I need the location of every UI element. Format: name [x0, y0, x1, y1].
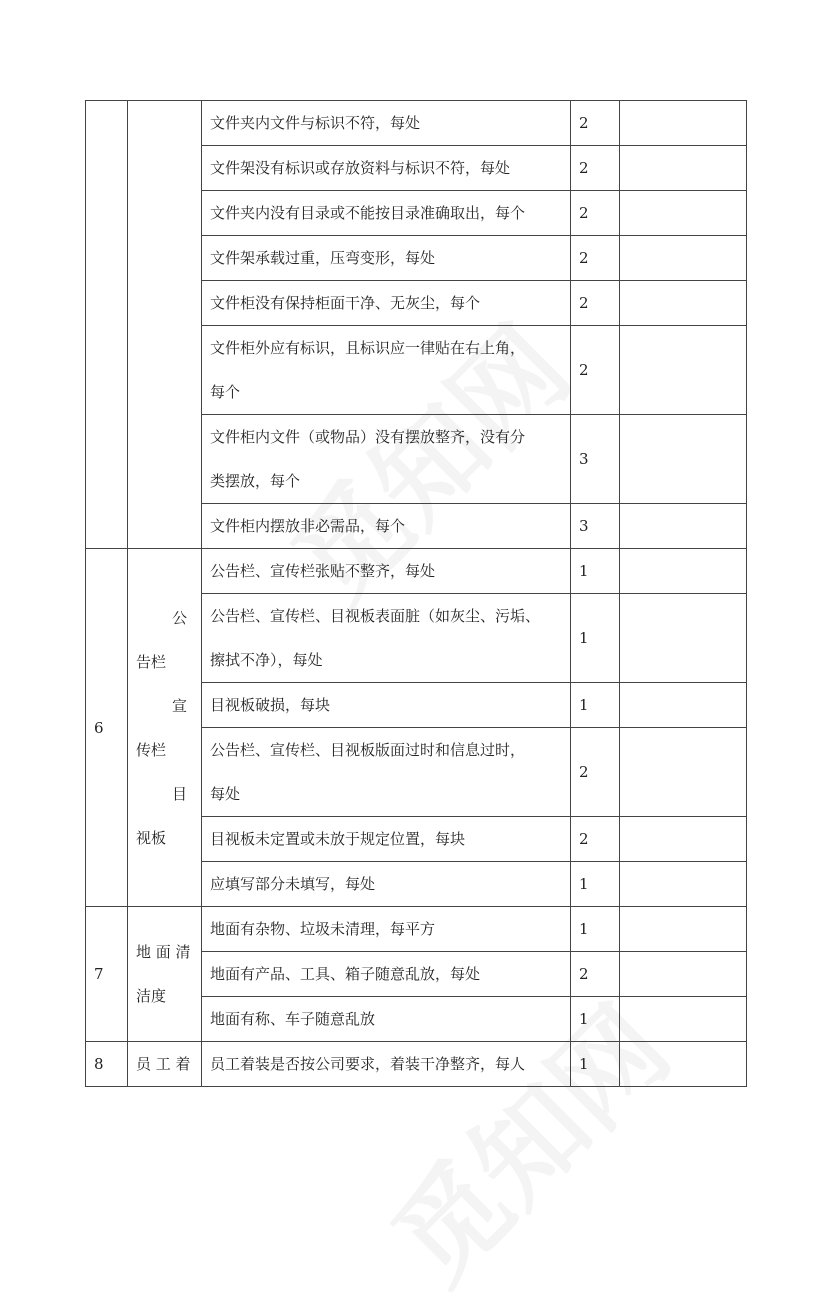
item-line: 公告栏、宣传栏、目视板版面过时和信息过时，	[210, 741, 526, 759]
item-text: 地面有杂物、垃圾未清理，每平方	[202, 907, 571, 952]
score-value: 1	[571, 997, 620, 1042]
score-value: 1	[571, 907, 620, 952]
item-line: 每个	[210, 383, 241, 401]
blank-cell	[620, 997, 747, 1042]
category-line: 洁度	[136, 987, 167, 1005]
blank-cell	[620, 281, 747, 326]
section-number: 8	[86, 1042, 128, 1087]
score-value: 1	[571, 549, 620, 594]
number-cell-empty	[86, 101, 128, 549]
blank-cell	[620, 191, 747, 236]
score-value: 2	[571, 952, 620, 997]
section-category	[128, 907, 202, 1042]
item-text: 文件夹内没有目录或不能按目录准确取出，每个	[202, 191, 571, 236]
item-text: 地面有产品、工具、箱子随意乱放，每处	[202, 952, 571, 997]
blank-cell	[620, 236, 747, 281]
score-value: 3	[571, 415, 620, 504]
item-text: 文件夹内文件与标识不符，每处	[202, 101, 571, 146]
blank-cell	[620, 101, 747, 146]
score-value: 2	[571, 728, 620, 817]
item-text	[202, 415, 571, 504]
score-value: 1	[571, 1042, 620, 1087]
section-category: 员 工 着	[128, 1042, 202, 1087]
inspection-table	[85, 100, 747, 1087]
section-number: 7	[86, 907, 128, 1042]
section-category	[128, 549, 202, 907]
score-value: 3	[571, 504, 620, 549]
category-line: 公	[171, 608, 187, 627]
blank-cell	[620, 817, 747, 862]
blank-cell	[620, 952, 747, 997]
item-text: 应填写部分未填写，每处	[202, 862, 571, 907]
score-value: 2	[571, 326, 620, 415]
item-text: 公告栏、宣传栏张贴不整齐，每处	[202, 549, 571, 594]
item-line: 每处	[210, 785, 241, 803]
score-value: 1	[571, 683, 620, 728]
blank-cell	[620, 415, 747, 504]
score-value: 1	[571, 862, 620, 907]
item-text	[202, 326, 571, 415]
blank-cell	[620, 326, 747, 415]
blank-cell	[620, 862, 747, 907]
item-line: 公告栏、宣传栏、目视板表面脏（如灰尘、污垢、	[210, 607, 541, 625]
blank-cell	[620, 728, 747, 817]
item-line: 擦拭不净），每处	[210, 651, 323, 669]
item-text	[202, 594, 571, 683]
item-line: 文件柜外应有标识，且标识应一律贴在右上角，	[210, 339, 526, 357]
category-line: 宣	[171, 696, 187, 715]
score-value: 2	[571, 281, 620, 326]
category-cell-empty	[128, 101, 202, 549]
blank-cell	[620, 549, 747, 594]
item-line: 类摆放，每个	[210, 472, 301, 490]
blank-cell	[620, 504, 747, 549]
item-text	[202, 728, 571, 817]
blank-cell	[620, 907, 747, 952]
item-text: 地面有称、车子随意乱放	[202, 997, 571, 1042]
score-value: 2	[571, 236, 620, 281]
item-text: 文件架没有标识或存放资料与标识不符，每处	[202, 146, 571, 191]
blank-cell	[620, 1042, 747, 1087]
score-value: 2	[571, 101, 620, 146]
blank-cell	[620, 146, 747, 191]
score-value: 2	[571, 146, 620, 191]
score-value: 2	[571, 191, 620, 236]
item-text: 员工着装是否按公司要求，着装干净整齐，每人	[202, 1042, 571, 1087]
item-text: 目视板未定置或未放于规定位置，每块	[202, 817, 571, 862]
table-row	[86, 1042, 747, 1087]
category-line: 告栏	[136, 652, 167, 671]
section-number: 6	[86, 549, 128, 907]
item-text: 文件柜没有保持柜面干净、无灰尘，每个	[202, 281, 571, 326]
category-line: 传栏	[136, 740, 167, 759]
item-text: 文件架承载过重，压弯变形，每处	[202, 236, 571, 281]
category-line: 地 面 清	[136, 943, 191, 961]
table-row	[86, 101, 747, 146]
item-line: 文件柜内文件（或物品）没有摆放整齐，没有分	[210, 428, 526, 446]
table-row	[86, 907, 747, 952]
score-value: 1	[571, 594, 620, 683]
table-row	[86, 549, 747, 594]
inspection-table-sheet	[85, 100, 746, 1087]
item-text: 目视板破损，每块	[202, 683, 571, 728]
blank-cell	[620, 683, 747, 728]
item-text: 文件柜内摆放非必需品，每个	[202, 504, 571, 549]
blank-cell	[620, 594, 747, 683]
category-line: 目	[171, 784, 187, 803]
score-value: 2	[571, 817, 620, 862]
category-line: 视板	[136, 828, 167, 847]
